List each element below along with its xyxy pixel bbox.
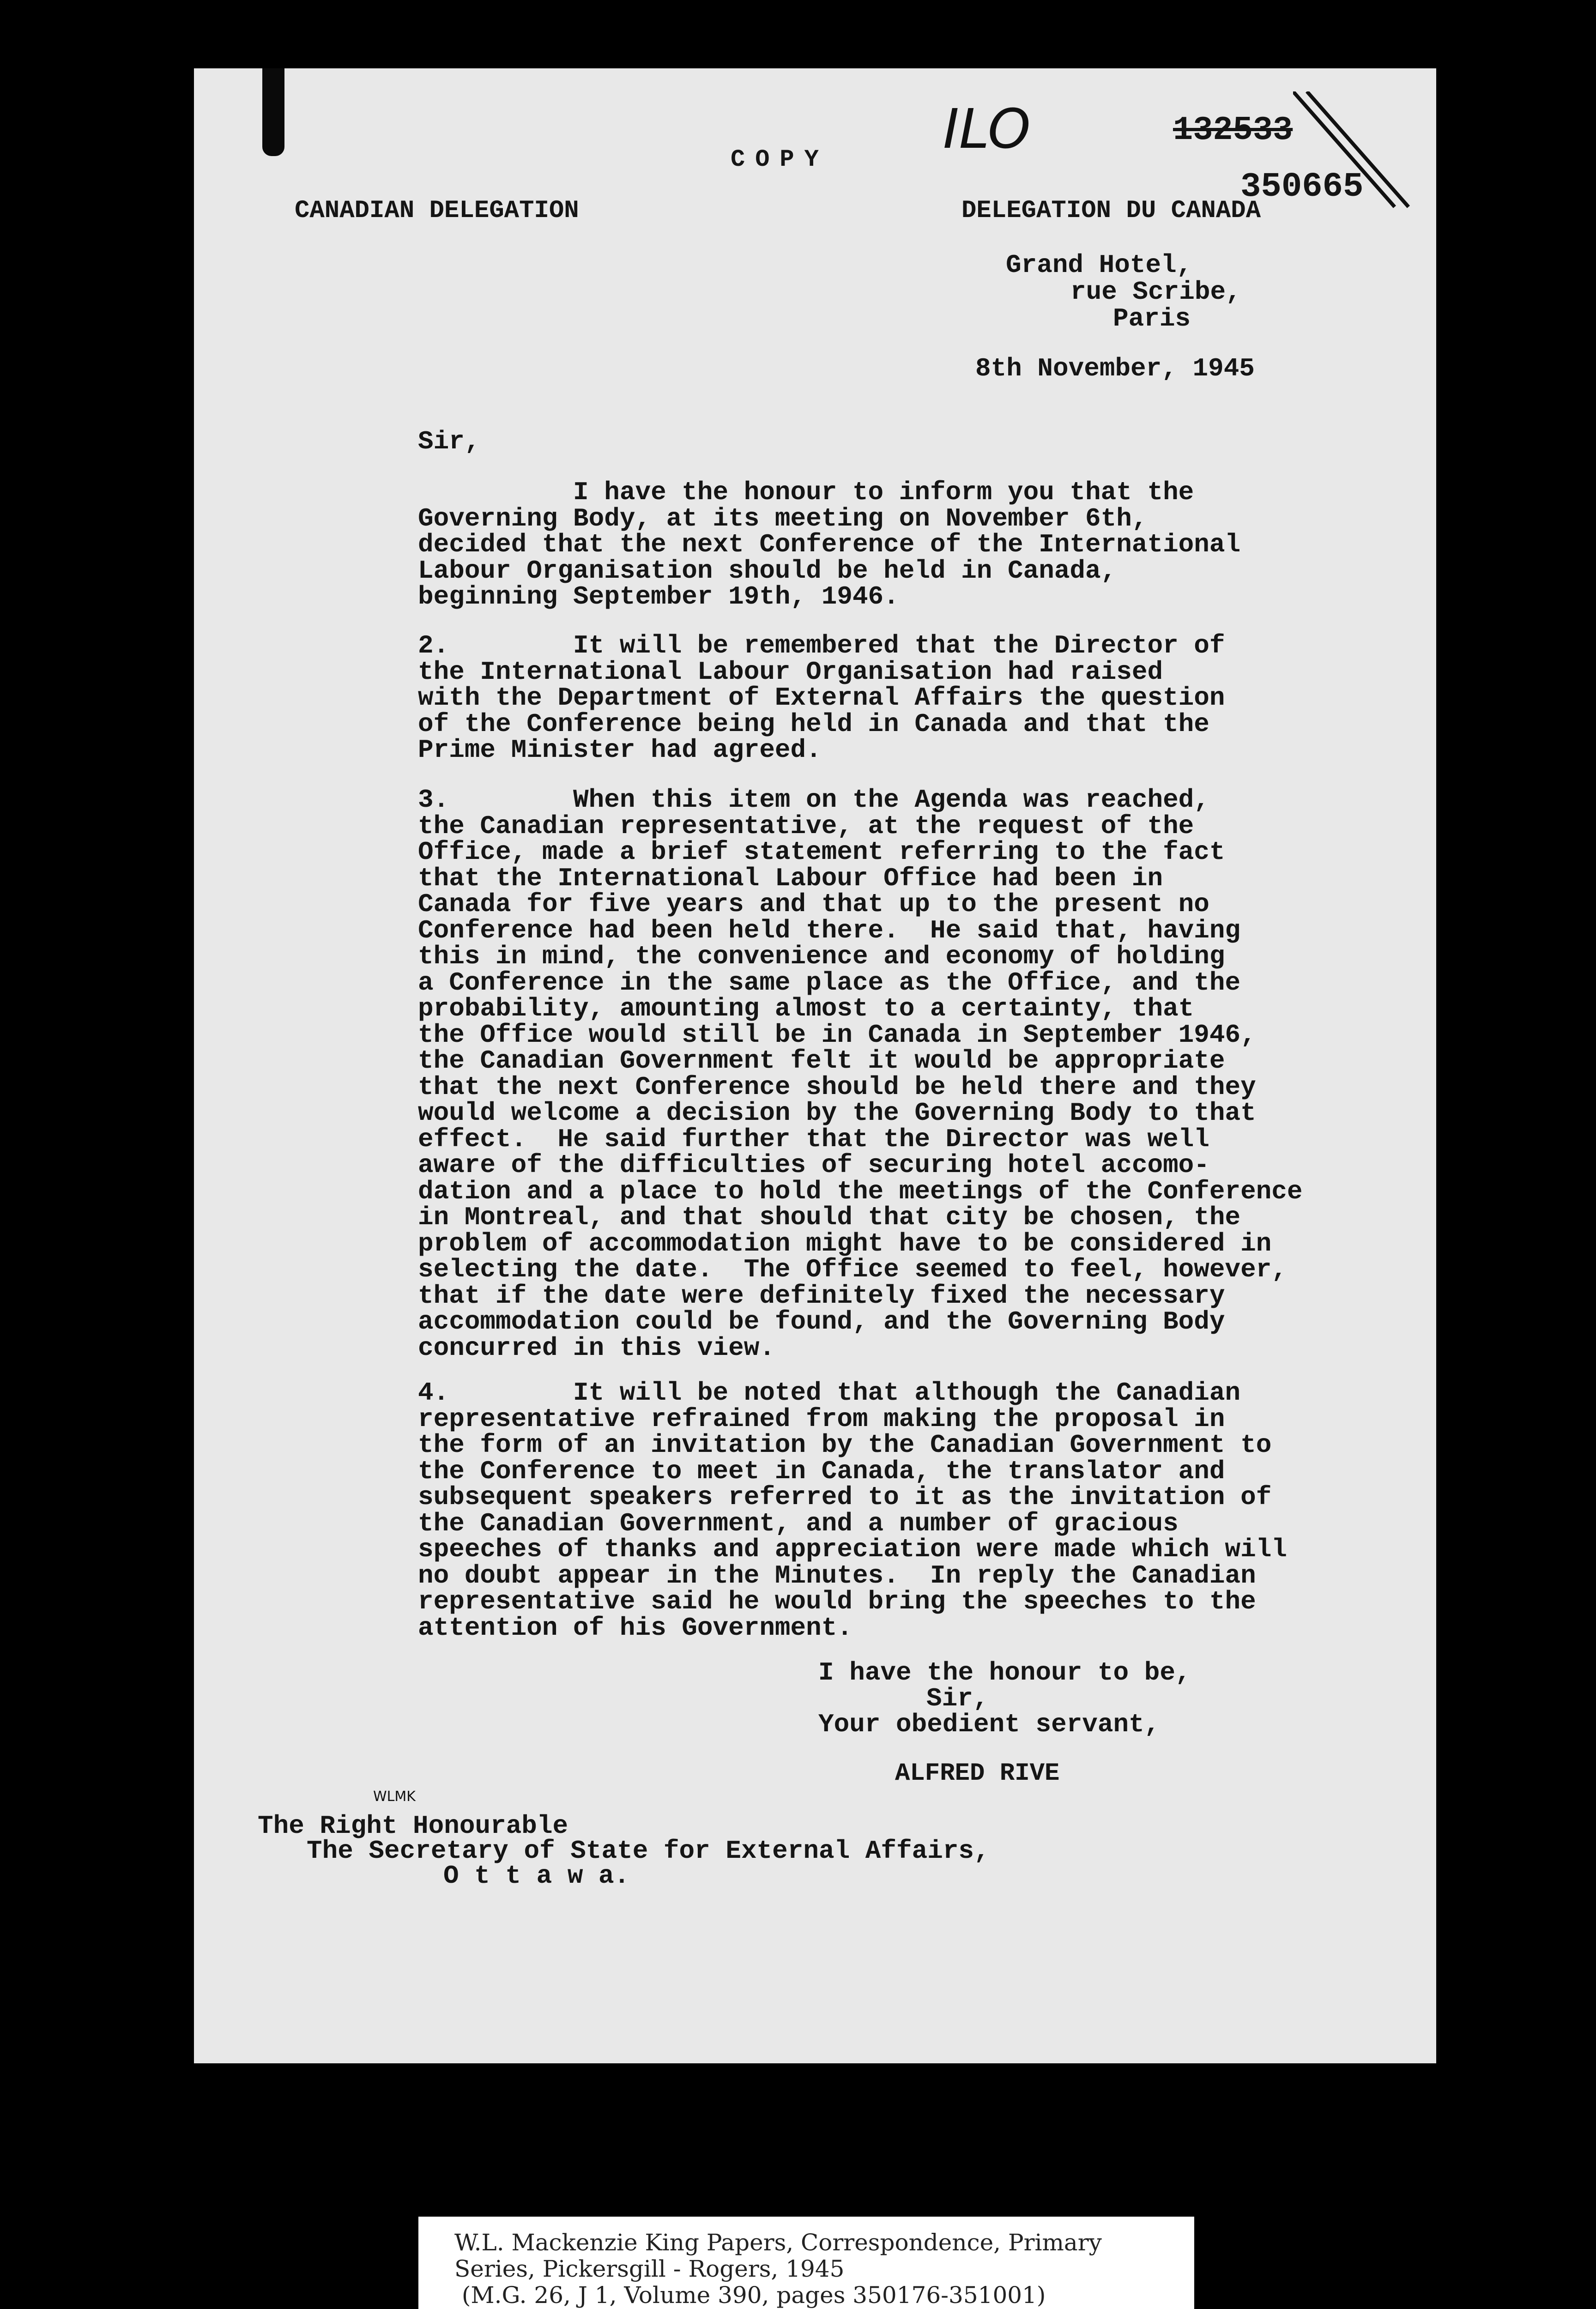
paragraph-2: 2. It will be remembered that the Director of the International Labour Organisation had raised with the Department of External Affairs the question of the Conference being held in Canada and that the Prime Minister had agreed. (418, 631, 1225, 765)
strike-lines (1293, 91, 1413, 221)
citation-line-2: Series, Pickersgill - Rogers, 1945 (454, 2255, 845, 2282)
copy-label: COPY (731, 146, 829, 173)
struck-number: 132533 (1173, 111, 1293, 149)
paragraph-3: 3. When this item on the Agenda was reached, the Canadian representative, at the request of the Office, made a brief statement referring to the fact that the International Labour Office had been in Canada for five years and that up to the present no Conference had been held there. He said that, having this in mind, the convenience and economy of holding a Conference in the same place as the Office, and the probability, amounting almost to a certainty, that the Office would still be in Canada in September 1946, the Canadian Government felt it would be appropriate that the next Conference should be held there and they would welcome a decision by the Governing Body to that effect. He said further that the Director was well aware of the difficulties of securing hotel accomo- dation and a place to hold the meetings of the Conference in Montreal, and that should that city be chosen, the problem of accommodation might have to be considered in selecting the date. The Office seemed to feel, however, that if the date were definitely fixed the necessary accommodation could be found, and the Governing Body concurred in this view. (418, 785, 1303, 1363)
address-line-1: Grand Hotel, (1006, 250, 1192, 280)
citation-line-1: W.L. Mackenzie King Papers, Correspondence, Primary (454, 2229, 1102, 2256)
citation-label (418, 2217, 1194, 2309)
letter-date: 8th November, 1945 (975, 354, 1255, 383)
left-header: CANADIAN DELEGATION (295, 197, 579, 225)
recipient-line-1: The Right Honourable (258, 1811, 568, 1841)
paragraph-4: 4. It will be noted that although the Canadian representative refrained from making the proposal in the form of an invitation by the Canadian Government to the Conference to meet in Canada, the translator and subsequent speakers referred to it as the invitation of the Canadian Government, and a number of gracious speeches of thanks and appreciation were made which will no doubt appear in the Minutes. In reply the Canadian representative said he would bring the speeches to the attention of his Government. (418, 1378, 1287, 1643)
paragraph-1: I have the honour to inform you that the Governing Body, at its meeting on November 6th, decided that the next Conference of the International Labour Organisation should be held in Canada, beginning September 19th, 1946. (418, 478, 1241, 611)
recipient-line-2: The Secretary of State for External Affairs, (307, 1836, 990, 1866)
citation-line-3: (M.G. 26, J 1, Volume 390, pages 350176-351001) (454, 2282, 1046, 2309)
salutation: Sir, (418, 427, 480, 456)
signature: ALFRED RIVE (895, 1759, 1060, 1788)
archive-number: 350665 (1240, 168, 1364, 206)
letter-page (194, 68, 1436, 2063)
recipient-line-3: O t t a w a. (443, 1861, 630, 1891)
right-header: DELEGATION DU CANADA (961, 197, 1261, 225)
closing-line-1: I have the honour to be, (818, 1658, 1191, 1687)
handwritten-ref: ILO (943, 97, 1031, 161)
address-line-3: Paris (1113, 304, 1191, 333)
closing-line-3: Your obedient servant, (818, 1710, 1160, 1739)
address-line-2: rue Scribe, (1070, 277, 1241, 307)
handwritten-initials: WLMK (373, 1789, 416, 1805)
pin-mark (262, 68, 284, 156)
closing-line-2: Sir, (926, 1684, 989, 1713)
